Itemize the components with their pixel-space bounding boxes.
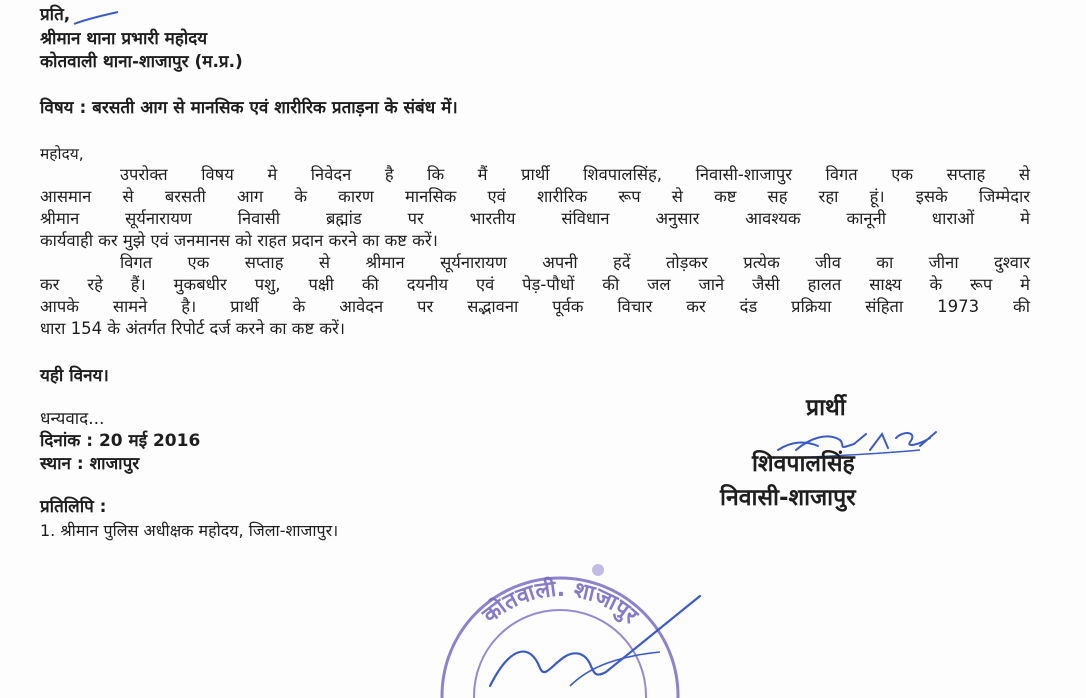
para2-line-2: कर रहे हैं। मुकबधीर पशु, पक्षी की दयनीय एवं पेड़-पौधों की जल जाने जैसी हालत साक्ष्य के रूप मे [40,275,1030,294]
addressee-line: श्रीमान थाना प्रभारी महोदय [40,29,208,49]
date-line: दिनांक : 20 मई 2016 [40,431,201,451]
place-line: स्थान : शाजापुर [40,454,140,474]
para1-line-2: आसमान से बरसती आग के कारण मानसिक एवं शारीरिक रूप से कष्ट सह रहा हूं। इसके जिम्मेदार [40,187,1030,206]
stamp-ring-text: कोतवाली. शाजापुर [478,576,643,629]
paragraph-1 [40,164,1030,252]
para1-line-4: कार्यवाही कर मुझे एवं जनमानस को राहत प्रदान करने का कष्ट करें। [40,231,438,250]
copy-item-1: 1. श्रीमान पुलिस अधीक्षक महोदय, जिला-शाजापुर। [40,521,339,540]
paragraph-2 [40,252,1030,340]
closing-line: यही विनय। [40,366,109,386]
applicant-residence: निवासी-शाजापुर [720,485,856,511]
para2-line-4: धारा 154 के अंतर्गत रिपोर्ट दर्ज करने का कष्ट करें। [40,319,346,338]
thanks-line: धन्यवाद... [40,409,105,429]
copy-heading: प्रतिलिपि : [40,497,107,517]
subject-line: विषय : बरसती आग से मानसिक एवं शारीरिक प्रताड़ना के संबंध में। [40,98,458,118]
para1-line-1: उपरोक्त विषय मे निवेदन है कि मैं प्रार्थी शिवपालसिंह, निवासी-शाजापुर विगत एक सप्ताह से [120,165,1030,184]
salutation: महोदय, [40,145,84,163]
para1-line-3: श्रीमान सूर्यनारायण निवासी ब्रह्मांड पर भारतीय संविधान अनुसार आवश्यक कानूनी धाराओं मे [40,209,1030,228]
station-line: कोतवाली थाना-शाजापुर (म.प्र.) [40,52,243,72]
applicant-name: शिवपालसिंह [752,451,855,477]
applicant-label: प्रार्थी [806,395,846,421]
para2-line-1: विगत एक सप्ताह से श्रीमान सूर्यनारायण अपनी हदें तोड़कर प्रत्येक जीव का जीना दुश्वार [120,253,1030,272]
para2-line-3: आपके सामने है। प्रार्थी के आवेदन पर सद्भावना पूर्वक विचार कर दंड प्रक्रिया संहिता 1973 की [40,297,1030,316]
police-stamp [420,556,700,698]
prati-label: प्रति, [40,5,71,25]
